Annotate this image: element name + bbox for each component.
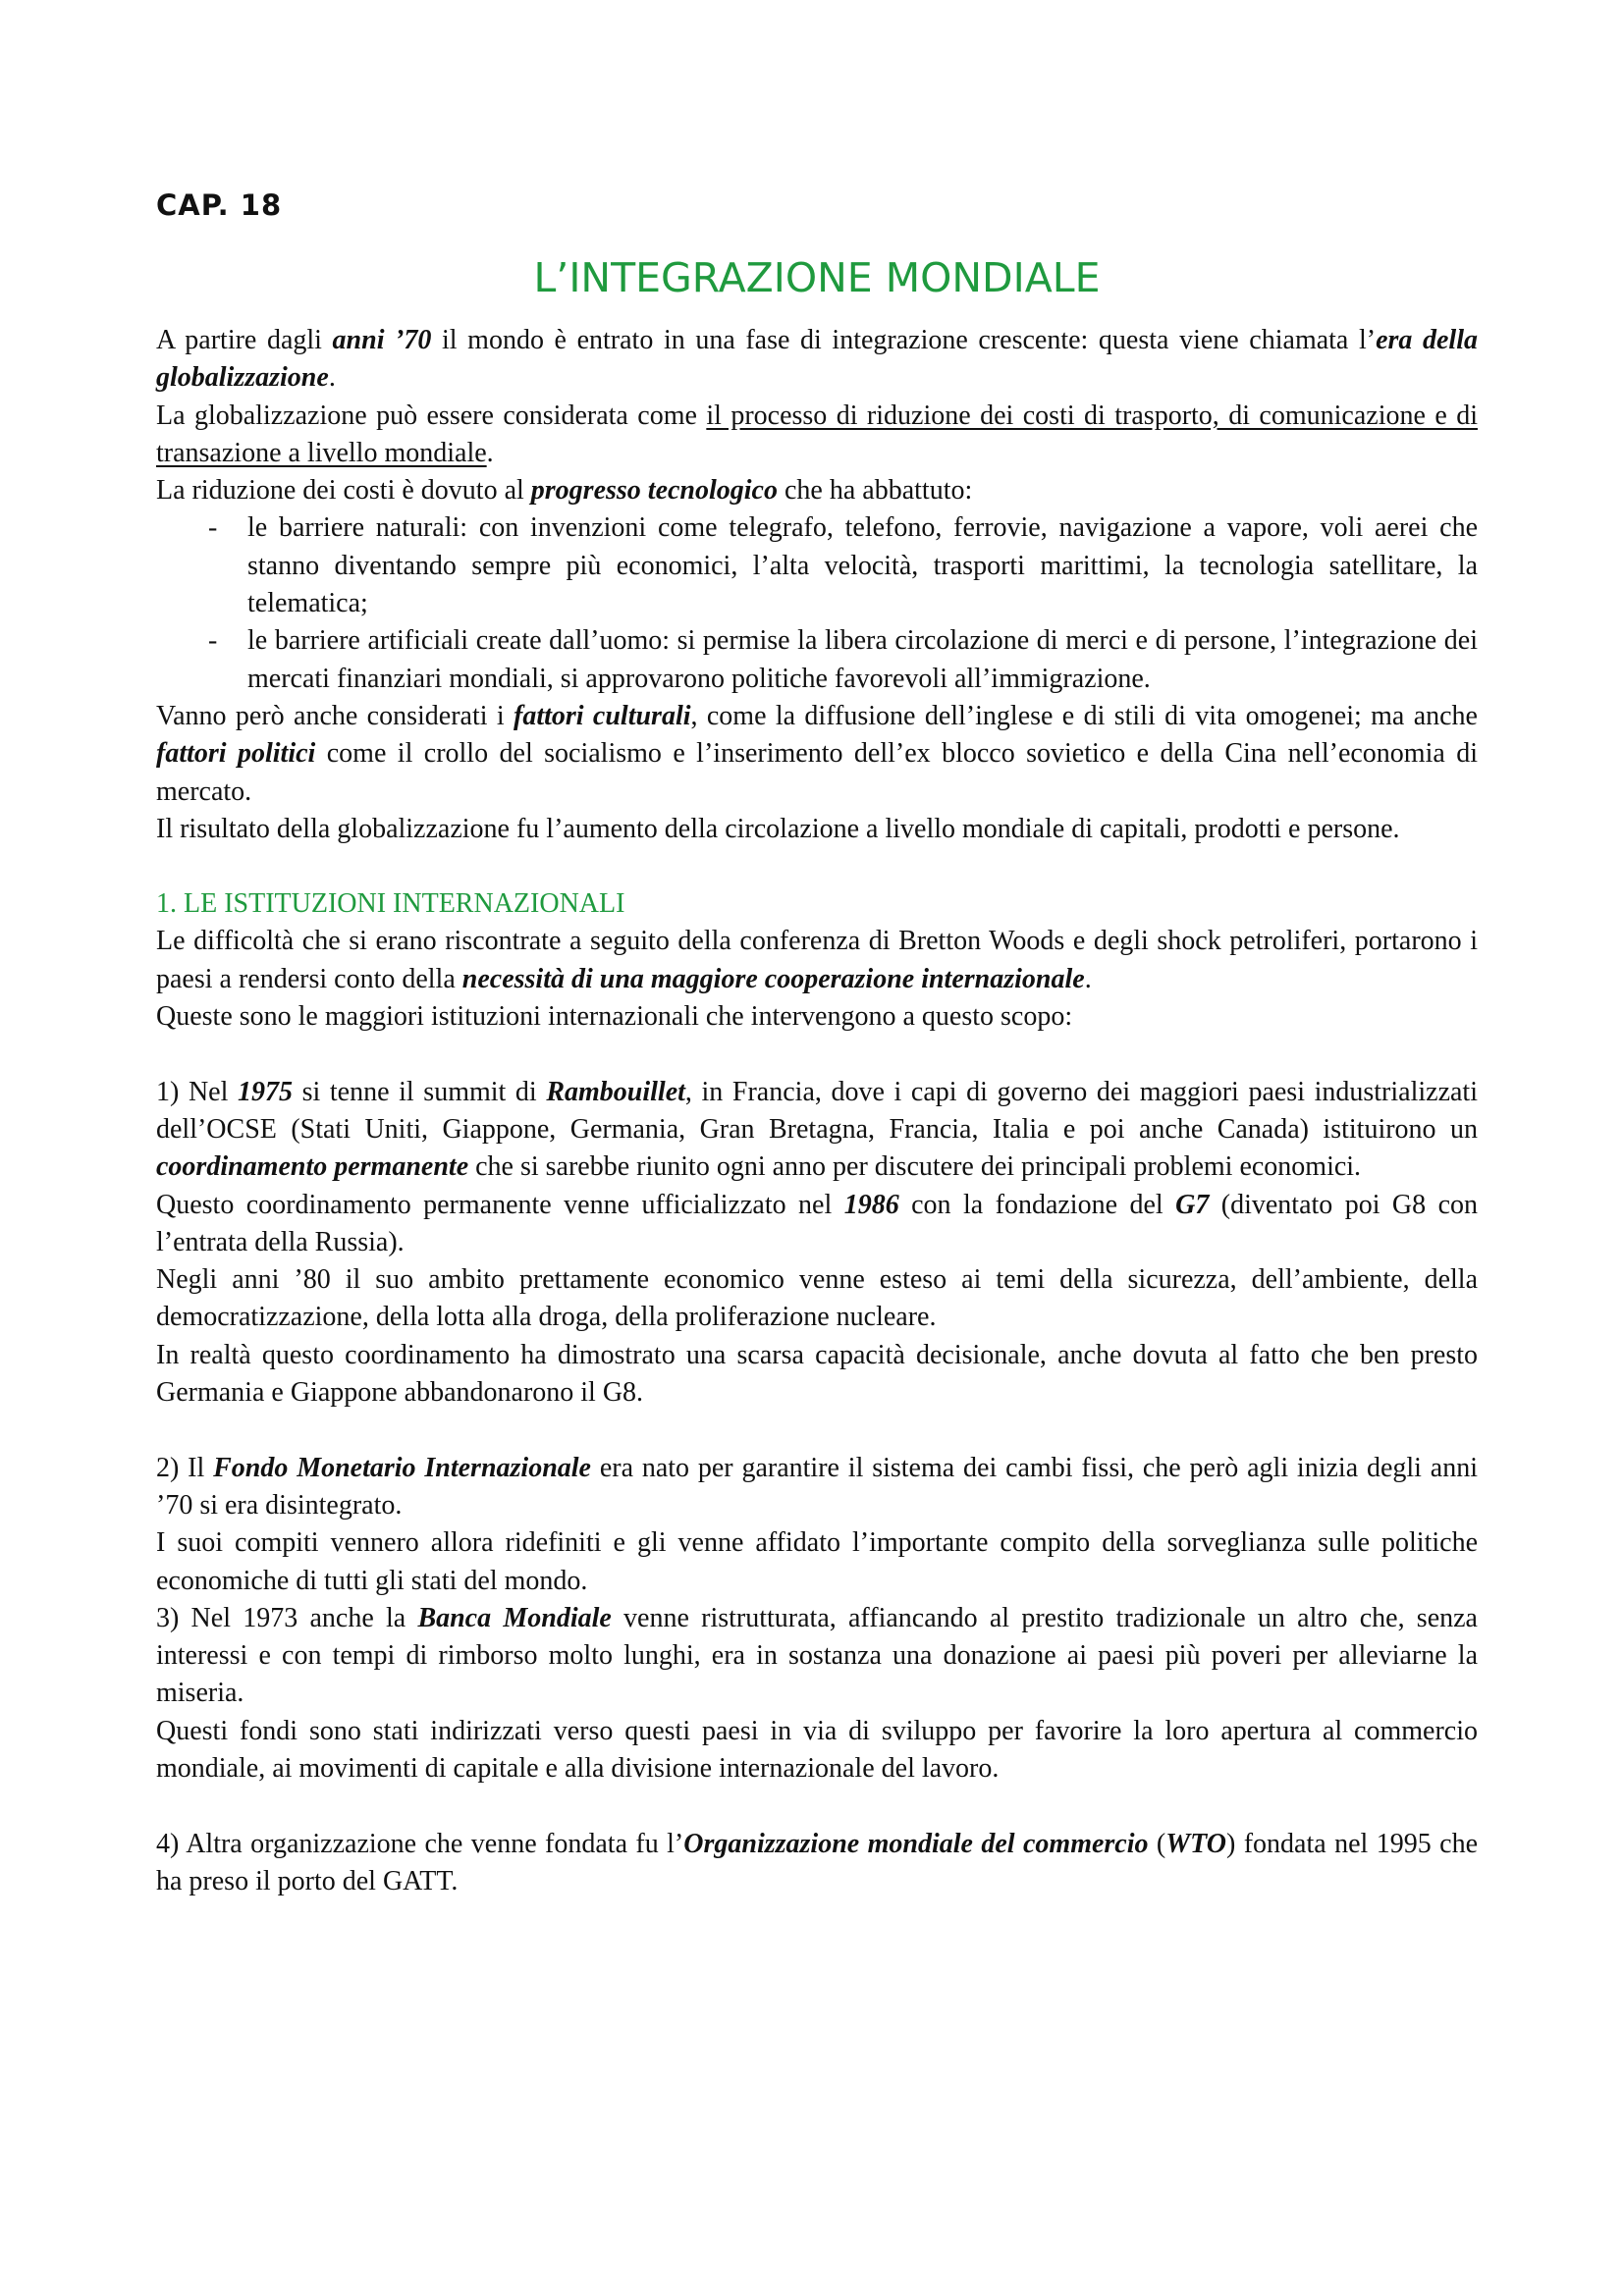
emphasis-anni-70: anni ’70 xyxy=(332,325,432,355)
spacer xyxy=(156,1412,1478,1449)
intro-paragraph-3: La riduzione dei costi è dovuto al progresso tecnologico che ha abbattuto: xyxy=(156,475,973,507)
page-title: L’INTEGRAZIONE MONDIALE xyxy=(533,254,1101,301)
spacer xyxy=(156,1036,1478,1073)
chapter-label: CAP. 18 xyxy=(156,188,283,222)
item-2-paragraph-1: 2) Il Fondo Monetario Internazionale era nato per garantire il sistema dei cambi fissi, che però agli inizia degli anni ’70 si era disintegrato. xyxy=(156,1452,1478,1521)
item-1-paragraph-1: 1) Nel 1975 si tenne il summit di Rambouillet, in Francia, dove i capi di governo dei maggiori paesi industrializzati dell’OCSE (Stati Uniti, Giappone, Germania, Gran Bretagna, Francia, Italia e poi anche Canada) istituirono un coordinamento permanente che si sarebbe riunito ogni anno per discutere dei principali problemi economici. xyxy=(156,1076,1478,1183)
emphasis-fattori-politici: fattori politici xyxy=(156,738,316,770)
document-page xyxy=(156,187,1478,1900)
list-item: - le barriere naturali: con invenzioni come telegrafo, telefono, ferrovie, navigazione a vapore, voli aerei che stanno diventando sempre più economici, l’alta velocità, trasporti marittimi, la tecnologia satellitare, la telematica; xyxy=(156,509,1478,622)
emphasis-cooperazione: necessità di una maggiore cooperazione internazionale xyxy=(461,963,1085,994)
emphasis-fattori-culturali: fattori culturali xyxy=(514,700,691,731)
dash-marker: - xyxy=(208,512,218,544)
barriers-list xyxy=(156,509,1478,697)
section-paragraph-1: Le difficoltà che si erano riscontrate a seguito della conferenza di Bretton Woods e degli shock petroliferi, portarono i paesi a rendersi conto della necessità di una maggiore cooperazione internazionale. xyxy=(156,926,1478,994)
section-heading: 1. LE ISTITUZIONI INTERNAZIONALI xyxy=(156,888,625,920)
emphasis-era-globalizzazione: era della globalizzazione xyxy=(156,325,1478,394)
intro-paragraph-2: La globalizzazione può essere considerata come il processo di riduzione dei costi di trasporto, di comunicazione e di transazione a livello mondiale. xyxy=(156,400,1478,468)
dash-marker: - xyxy=(208,625,218,657)
item-4-paragraph-1: 4) Altra organizzazione che venne fondata fu l’Organizzazione mondiale del commercio (WTO) fondata nel 1995 che ha preso il porto del GATT. xyxy=(156,1828,1478,1896)
list-item: - le barriere artificiali create dall’uomo: si permise la libera circolazione di merci e di persone, l’integrazione dei mercati finanziari mondiali, si approvarono politiche favorevoli all’immigrazione. xyxy=(156,622,1478,698)
section-paragraph-2: Queste sono le maggiori istituzioni internazionali che intervengono a questo scopo: xyxy=(156,1001,1073,1033)
item-1-paragraph-2: Questo coordinamento permanente venne ufficializzato nel 1986 con la fondazione del G7 (diventato poi G8 con l’entrata della Russia). xyxy=(156,1189,1478,1257)
item-3-paragraph-1: 3) Nel 1973 anche la Banca Mondiale venne ristrutturata, affiancando al prestito tradizionale un altro che, senza interessi e con tempi di rimborso molto lunghi, era in sostanza una donazione ai paesi più poveri per alleviarne la miseria. xyxy=(156,1602,1478,1709)
intro-paragraph-4: Vanno però anche considerati i fattori culturali, come la diffusione dell’inglese e di stili di vita omogenei; ma anche fattori politici come il crollo del socialismo e l’inserimento dell’ex blocco sovietico e della Cina nell’economia di mercato. xyxy=(156,700,1478,807)
item-3-paragraph-2: Questi fondi sono stati indirizzati verso questi paesi in via di sviluppo per favorire la loro apertura al commercio mondiale, ai movimenti di capitale e alla divisione internazionale del lavoro. xyxy=(156,1715,1478,1784)
item-1-paragraph-3: Negli anni ’80 il suo ambito prettamente economico venne esteso ai temi della sicurezza, dell’ambiente, della democratizzazione, della lotta alla droga, della proliferazione nucleare. xyxy=(156,1264,1478,1333)
spacer xyxy=(156,1788,1478,1825)
item-2-paragraph-2: I suoi compiti vennero allora ridefiniti e gli venne affidato l’importante compito della sorveglianza sulle politiche economiche di tutti gli stati del mondo. xyxy=(156,1527,1478,1596)
item-1-paragraph-4: In realtà questo coordinamento ha dimostrato una scarsa capacità decisionale, anche dovuta al fatto che ben presto Germania e Giappone abbandonarono il G8. xyxy=(156,1339,1478,1409)
emphasis-progresso-tecnologico: progresso tecnologico xyxy=(530,475,778,507)
intro-paragraph-5: Il risultato della globalizzazione fu l’aumento della circolazione a livello mondiale di capitali, prodotti e persone. xyxy=(156,813,1400,844)
underlined-definition: il processo di riduzione dei costi di trasporto, di comunicazione e di transazione a livello mondiale xyxy=(156,400,1478,468)
intro-paragraph-1: A partire dagli anni ’70 il mondo è entrato in una fase di integrazione crescente: questa viene chiamata l’era della globalizzazione. xyxy=(156,325,1478,394)
